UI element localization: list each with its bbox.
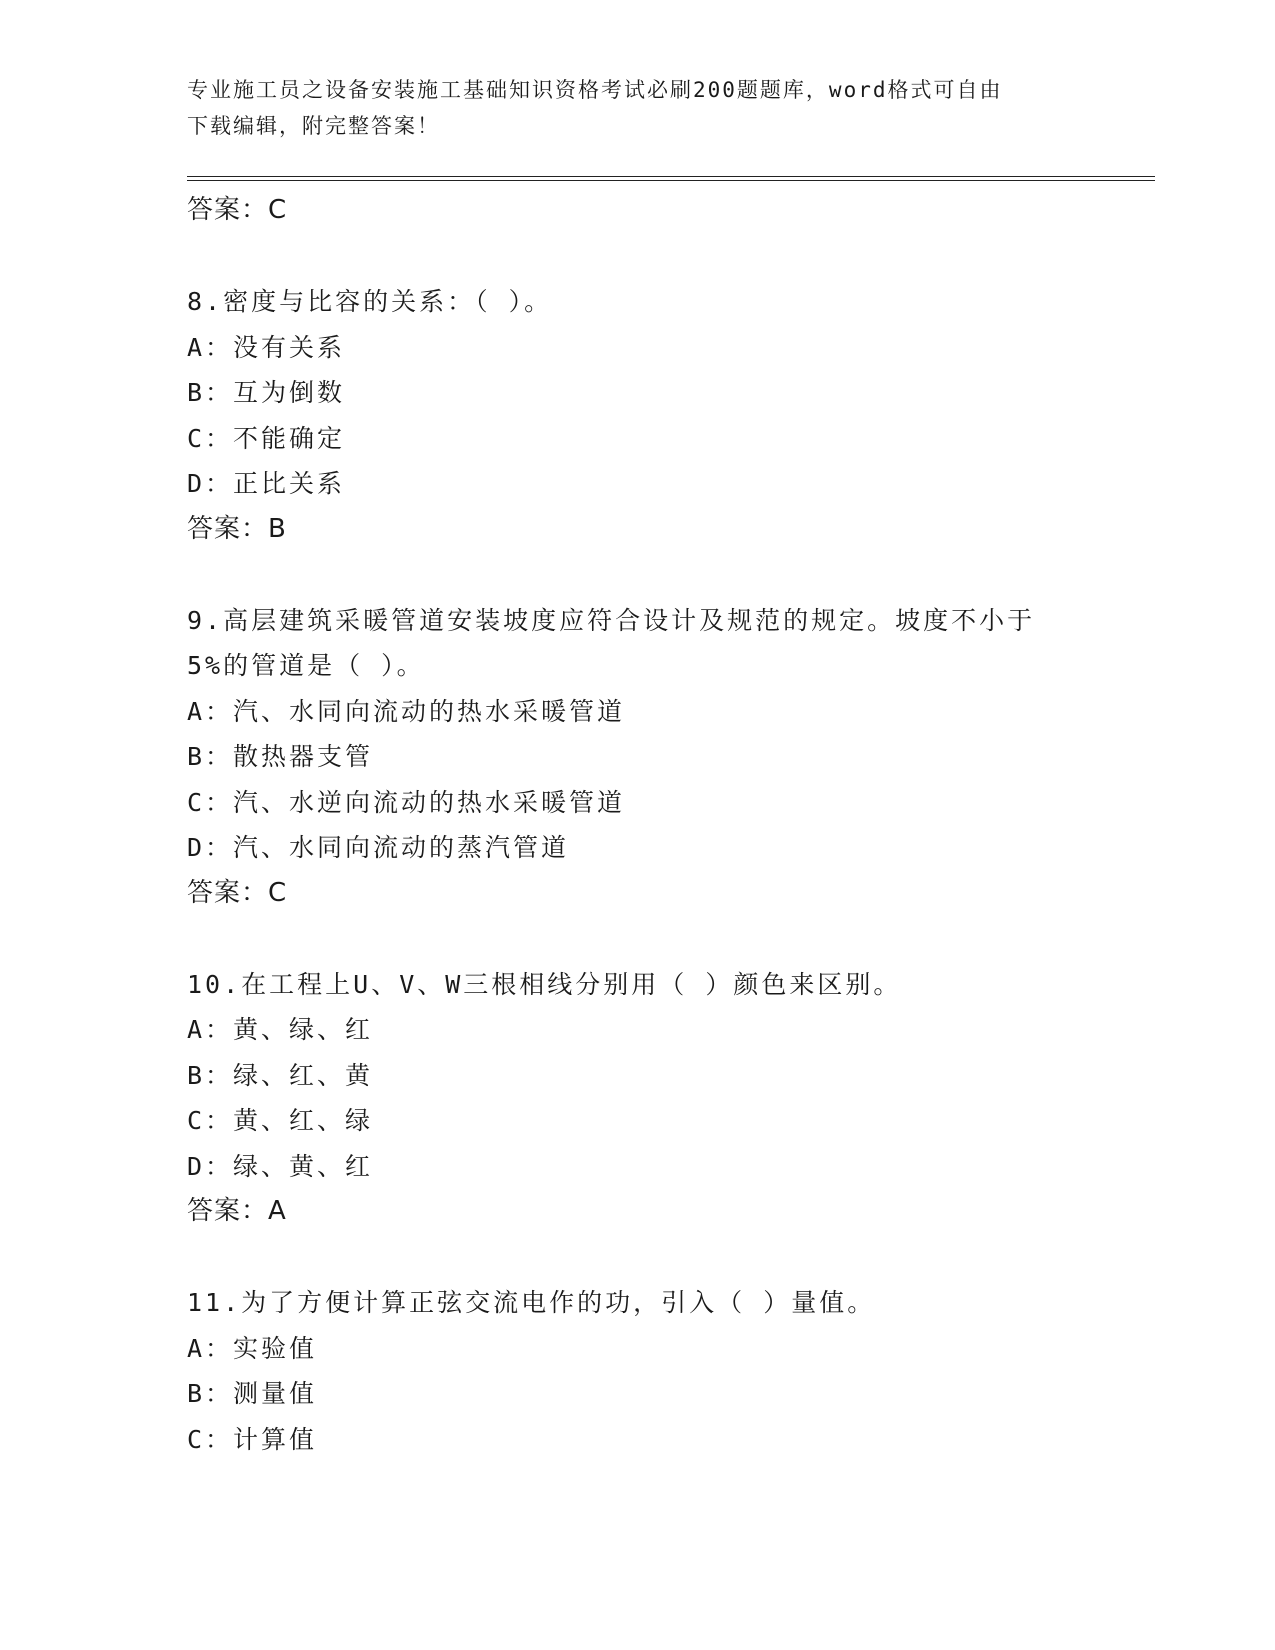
option-a: A：黄、绿、红	[187, 1015, 374, 1044]
option-a: A：汽、水同向流动的热水采暖管道	[187, 696, 626, 726]
page-header	[187, 72, 1077, 144]
question-block	[187, 598, 1087, 917]
answer: 答案：B	[187, 513, 287, 544]
question-stem: 11.为了方便计算正弦交流电作的功，引入（ ）量值。	[187, 1288, 876, 1317]
option-d: D：绿、黄、红	[187, 1151, 374, 1181]
spacer	[187, 234, 1087, 280]
spacer	[187, 1235, 1087, 1281]
question-stem-continued: 5%的管道是（ ）。	[187, 651, 425, 680]
option-c: C：计算值	[187, 1424, 318, 1454]
option-c: C：不能确定	[187, 423, 346, 453]
header-line-1: 专业施工员之设备安装施工基础知识资格考试必刷200题题库，word格式可自由	[187, 78, 1003, 102]
option-b: B：散热器支管	[187, 742, 374, 771]
spacer	[187, 552, 1087, 598]
question-stem: 8.密度与比容的关系：（ ）。	[187, 287, 553, 316]
option-a: A：实验值	[187, 1333, 318, 1363]
option-d: D：正比关系	[187, 469, 346, 498]
header-divider	[187, 176, 1155, 181]
question-block	[187, 962, 1087, 1235]
option-c: C：黄、红、绿	[187, 1106, 374, 1135]
previous-answer: 答案：C	[187, 195, 288, 225]
option-b: B：互为倒数	[187, 378, 346, 407]
option-b: B：绿、红、黄	[187, 1060, 374, 1090]
question-block	[187, 1280, 1087, 1462]
question-stem: 10.在工程上U、V、W三根相线分别用（ ）颜色来区别。	[187, 969, 902, 999]
option-d: D：汽、水同向流动的蒸汽管道	[187, 833, 570, 862]
question-list	[187, 188, 1087, 1462]
question-block	[187, 279, 1087, 552]
answer: 答案：A	[187, 1196, 287, 1226]
option-c: C：汽、水逆向流动的热水采暖管道	[187, 787, 626, 817]
header-line-2: 下载编辑，附完整答案！	[187, 114, 440, 138]
question-stem: 9.高层建筑采暖管道安装坡度应符合设计及规范的规定。坡度不小于	[187, 605, 1036, 635]
answer: 答案：C	[187, 877, 288, 908]
option-a: A：没有关系	[187, 332, 346, 362]
option-b: B：测量值	[187, 1379, 318, 1408]
spacer	[187, 916, 1087, 962]
